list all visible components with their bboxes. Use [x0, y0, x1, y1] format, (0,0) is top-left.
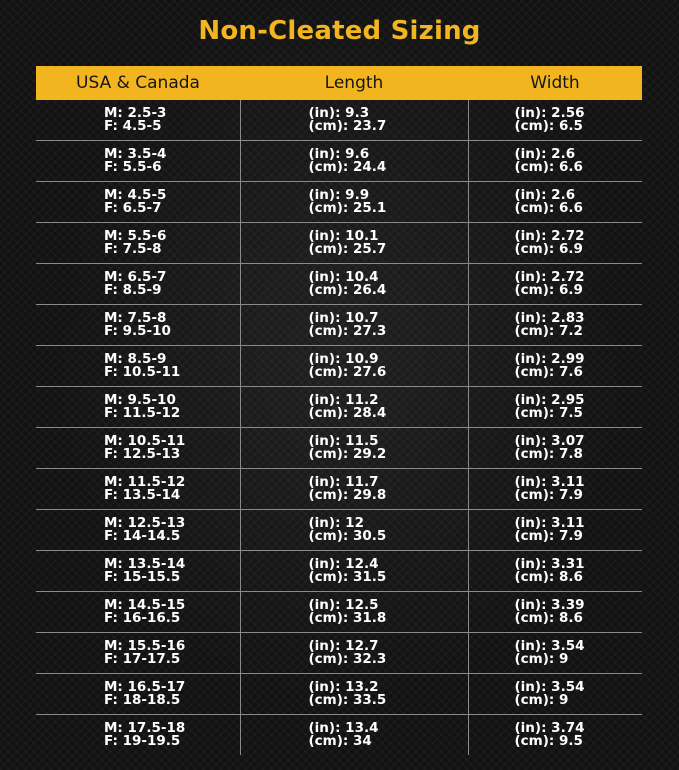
length-cell	[240, 387, 468, 428]
width-cm: (cm): 8.6	[514, 569, 583, 585]
size-cell	[36, 346, 240, 387]
width-inches: (in): 2.6	[514, 187, 576, 203]
width-inches: (in): 2.72	[514, 269, 585, 285]
size-cell	[36, 223, 240, 264]
header-usa-canada: USA & Canada	[36, 66, 240, 100]
women-size: F: 15-15.5	[104, 569, 181, 585]
length-cell	[240, 141, 468, 182]
width-cell	[468, 264, 642, 305]
width-cell	[468, 223, 642, 264]
length-cell	[240, 182, 468, 223]
width-inches: (in): 3.54	[514, 679, 585, 695]
header-row	[36, 66, 642, 100]
men-size: M: 8.5-9	[104, 351, 167, 367]
width-cm: (cm): 7.5	[514, 405, 583, 421]
width-cell	[468, 141, 642, 182]
width-cell	[468, 428, 642, 469]
width-cell	[468, 305, 642, 346]
width-cm: (cm): 6.9	[514, 241, 583, 257]
women-size: F: 14-14.5	[104, 528, 181, 544]
table-row	[36, 715, 642, 756]
width-cm: (cm): 8.6	[514, 610, 583, 626]
length-cm: (cm): 29.8	[308, 487, 387, 503]
page-title: Non-Cleated Sizing	[198, 16, 481, 46]
table-row	[36, 428, 642, 469]
width-cell	[468, 346, 642, 387]
length-cm: (cm): 29.2	[308, 446, 387, 462]
length-inches: (in): 12.7	[308, 638, 379, 654]
women-size: F: 13.5-14	[104, 487, 181, 503]
table-row	[36, 387, 642, 428]
width-inches: (in): 2.72	[514, 228, 585, 244]
length-cm: (cm): 27.6	[308, 364, 387, 380]
table-row	[36, 674, 642, 715]
length-cell	[240, 305, 468, 346]
women-size: F: 5.5-6	[104, 159, 162, 175]
table-row	[36, 305, 642, 346]
length-cell	[240, 592, 468, 633]
width-cell	[468, 715, 642, 756]
width-inches: (in): 3.31	[514, 556, 585, 572]
width-cm: (cm): 7.9	[514, 528, 583, 544]
length-cell	[240, 510, 468, 551]
table-body	[36, 100, 642, 755]
table-row	[36, 469, 642, 510]
length-cm: (cm): 33.5	[308, 692, 387, 708]
length-cm: (cm): 31.5	[308, 569, 387, 585]
women-size: F: 10.5-11	[104, 364, 181, 380]
length-cell	[240, 428, 468, 469]
size-cell	[36, 387, 240, 428]
size-cell	[36, 715, 240, 756]
men-size: M: 4.5-5	[104, 187, 167, 203]
width-inches: (in): 3.39	[514, 597, 585, 613]
width-inches: (in): 2.95	[514, 392, 585, 408]
length-cell	[240, 223, 468, 264]
width-cell	[468, 182, 642, 223]
women-size: F: 12.5-13	[104, 446, 181, 462]
table-header	[36, 66, 642, 100]
length-inches: (in): 10.9	[308, 351, 379, 367]
table-row	[36, 223, 642, 264]
width-cell	[468, 551, 642, 592]
length-inches: (in): 13.4	[308, 720, 379, 736]
men-size: M: 17.5-18	[104, 720, 186, 736]
men-size: M: 16.5-17	[104, 679, 186, 695]
table-row	[36, 592, 642, 633]
length-cm: (cm): 32.3	[308, 651, 387, 667]
length-cell	[240, 100, 468, 141]
width-inches: (in): 3.11	[514, 474, 585, 490]
size-cell	[36, 264, 240, 305]
width-cm: (cm): 6.6	[514, 159, 583, 175]
length-cm: (cm): 25.7	[308, 241, 387, 257]
women-size: F: 4.5-5	[104, 118, 162, 134]
length-inches: (in): 11.2	[308, 392, 379, 408]
size-cell	[36, 551, 240, 592]
width-inches: (in): 3.07	[514, 433, 585, 449]
header-width: Width	[468, 66, 642, 100]
women-size: F: 18-18.5	[104, 692, 181, 708]
women-size: F: 6.5-7	[104, 200, 162, 216]
men-size: M: 7.5-8	[104, 310, 167, 326]
width-inches: (in): 3.74	[514, 720, 585, 736]
men-size: M: 6.5-7	[104, 269, 167, 285]
men-size: M: 3.5-4	[104, 146, 167, 162]
table-row	[36, 510, 642, 551]
width-cm: (cm): 7.6	[514, 364, 583, 380]
length-inches: (in): 13.2	[308, 679, 379, 695]
men-size: M: 11.5-12	[104, 474, 186, 490]
length-inches: (in): 10.7	[308, 310, 379, 326]
length-cm: (cm): 28.4	[308, 405, 387, 421]
size-cell	[36, 633, 240, 674]
table-row	[36, 182, 642, 223]
women-size: F: 8.5-9	[104, 282, 162, 298]
length-inches: (in): 9.9	[308, 187, 370, 203]
size-cell	[36, 428, 240, 469]
width-cell	[468, 469, 642, 510]
length-cm: (cm): 31.8	[308, 610, 387, 626]
table-row	[36, 264, 642, 305]
table-row	[36, 633, 642, 674]
width-cell	[468, 387, 642, 428]
women-size: F: 17-17.5	[104, 651, 181, 667]
length-inches: (in): 12.4	[308, 556, 379, 572]
women-size: F: 9.5-10	[104, 323, 171, 339]
length-inches: (in): 9.3	[308, 105, 370, 121]
width-cm: (cm): 9	[514, 692, 569, 708]
women-size: F: 19-19.5	[104, 733, 181, 749]
women-size: F: 7.5-8	[104, 241, 162, 257]
length-inches: (in): 10.1	[308, 228, 379, 244]
width-inches: (in): 3.11	[514, 515, 585, 531]
length-inches: (in): 12	[308, 515, 364, 531]
length-cell	[240, 469, 468, 510]
women-size: F: 11.5-12	[104, 405, 181, 421]
length-inches: (in): 10.4	[308, 269, 379, 285]
length-cell	[240, 551, 468, 592]
length-cell	[240, 674, 468, 715]
size-cell	[36, 141, 240, 182]
width-cm: (cm): 7.9	[514, 487, 583, 503]
length-cm: (cm): 25.1	[308, 200, 387, 216]
length-cm: (cm): 23.7	[308, 118, 387, 134]
width-inches: (in): 2.83	[514, 310, 585, 326]
women-size: F: 16-16.5	[104, 610, 181, 626]
table-row	[36, 141, 642, 182]
width-cell	[468, 633, 642, 674]
length-inches: (in): 11.7	[308, 474, 379, 490]
width-cm: (cm): 6.9	[514, 282, 583, 298]
length-cell	[240, 264, 468, 305]
length-cm: (cm): 30.5	[308, 528, 387, 544]
width-cell	[468, 100, 642, 141]
length-cell	[240, 346, 468, 387]
men-size: M: 14.5-15	[104, 597, 186, 613]
men-size: M: 2.5-3	[104, 105, 167, 121]
width-cell	[468, 592, 642, 633]
header-length: Length	[240, 66, 468, 100]
width-inches: (in): 2.99	[514, 351, 585, 367]
size-cell	[36, 182, 240, 223]
men-size: M: 9.5-10	[104, 392, 176, 408]
width-cell	[468, 510, 642, 551]
length-inches: (in): 11.5	[308, 433, 379, 449]
length-cell	[240, 715, 468, 756]
size-cell	[36, 592, 240, 633]
length-inches: (in): 9.6	[308, 146, 370, 162]
size-cell	[36, 674, 240, 715]
length-cm: (cm): 34	[308, 733, 372, 749]
men-size: M: 10.5-11	[104, 433, 186, 449]
table-row	[36, 346, 642, 387]
size-cell	[36, 510, 240, 551]
width-cm: (cm): 6.6	[514, 200, 583, 216]
width-cell	[468, 674, 642, 715]
table-row	[36, 551, 642, 592]
width-cm: (cm): 9	[514, 651, 569, 667]
men-size: M: 5.5-6	[104, 228, 167, 244]
size-cell	[36, 100, 240, 141]
length-cell	[240, 633, 468, 674]
width-cm: (cm): 9.5	[514, 733, 583, 749]
length-cm: (cm): 26.4	[308, 282, 387, 298]
width-inches: (in): 3.54	[514, 638, 585, 654]
length-inches: (in): 12.5	[308, 597, 379, 613]
size-cell	[36, 305, 240, 346]
width-cm: (cm): 6.5	[514, 118, 583, 134]
table-row	[36, 100, 642, 141]
width-cm: (cm): 7.2	[514, 323, 583, 339]
men-size: M: 15.5-16	[104, 638, 186, 654]
men-size: M: 13.5-14	[104, 556, 186, 572]
width-inches: (in): 2.56	[514, 105, 585, 121]
width-inches: (in): 2.6	[514, 146, 576, 162]
length-cm: (cm): 24.4	[308, 159, 387, 175]
size-chart-table	[36, 66, 642, 755]
men-size: M: 12.5-13	[104, 515, 186, 531]
width-cm: (cm): 7.8	[514, 446, 583, 462]
length-cm: (cm): 27.3	[308, 323, 387, 339]
size-cell	[36, 469, 240, 510]
